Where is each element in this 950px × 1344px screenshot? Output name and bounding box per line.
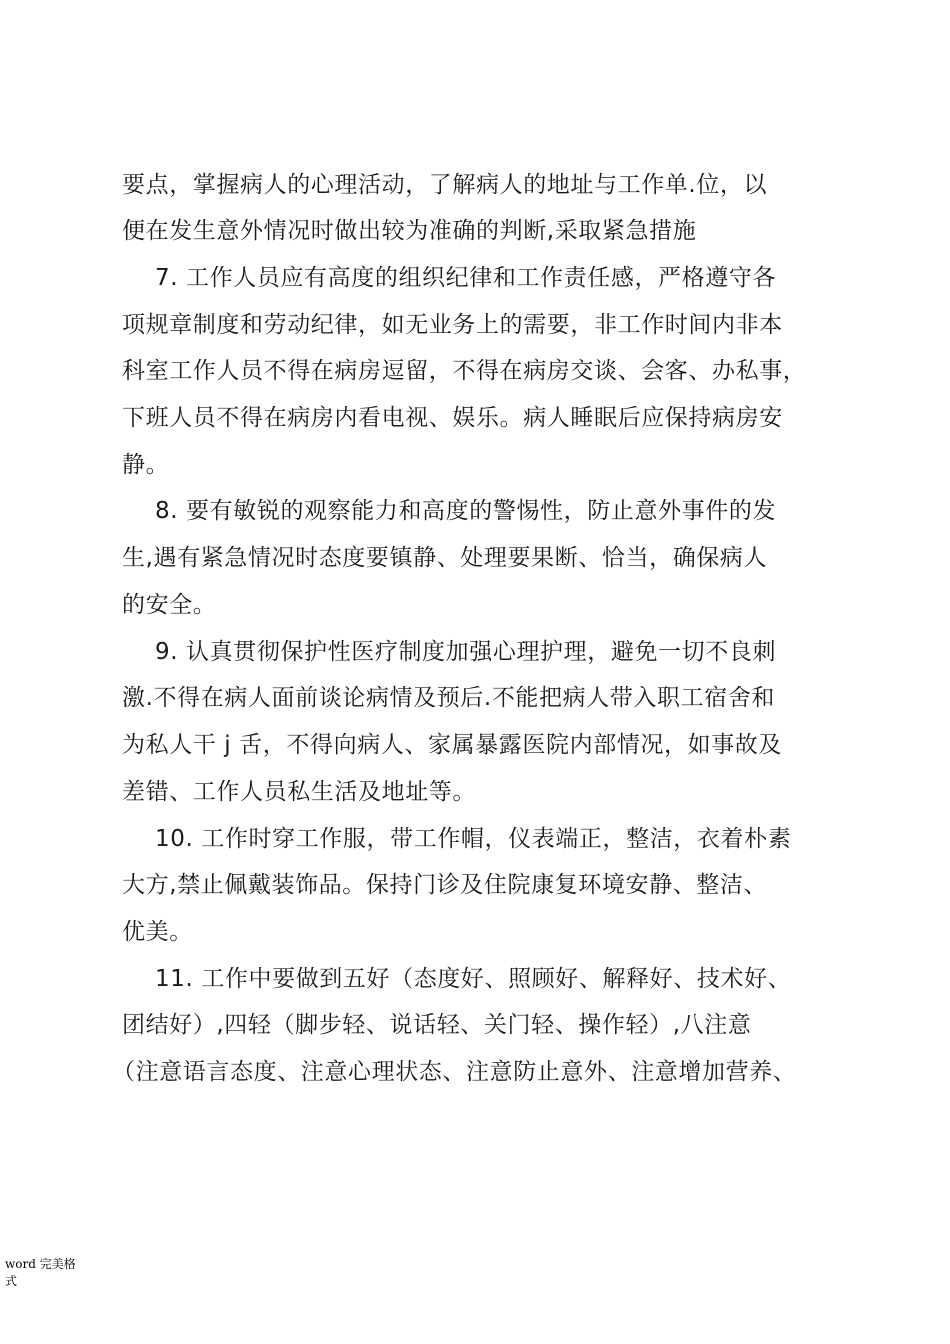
- body-text-line: 静。: [122, 452, 170, 478]
- body-text-line: 优美。: [122, 919, 193, 945]
- body-text-line: 下班人员不得在病房内看电视、娱乐。病人睡眠后应保持病房安: [122, 405, 783, 431]
- body-text-line: 生,遇有紧急情况时态度要镇静、处理要果断、恰当，确保病人: [122, 545, 768, 571]
- body-text-line: 便在发生意外情况时做出较为准确的判断,采取紧急措施: [122, 218, 697, 244]
- clause-11-heading-line: 11. 工作中要做到五好（态度好、照顾好、解释好、技术好、: [155, 966, 792, 992]
- clause-8-heading-line: 8. 要有敏锐的观察能力和高度的警惕性，防止意外事件的发: [155, 498, 777, 524]
- body-text-line: 要点，掌握病人的心理活动，了解病人的地址与工作单.位，以: [122, 172, 768, 198]
- body-text-line: 大方,禁止佩戴装饰品。保持门诊及住院康复环境安静、整洁、: [122, 872, 768, 898]
- clause-10-heading-line: 10. 工作时穿工作服，带工作帽，仪表端正，整洁，衣着朴素: [155, 826, 792, 852]
- clause-9-heading-line: 9. 认真贯彻保护性医疗制度加强心理护理，避免一切不良刺: [155, 639, 777, 665]
- footer-text-line: 式: [5, 1274, 18, 1288]
- footer-text-line: word 完美格: [5, 1257, 76, 1271]
- body-text-line: 激.不得在病人面前谈论病情及预后.不能把病人带入职工宿舍和: [122, 685, 776, 711]
- clause-7-heading-line: 7. 工作人员应有高度的组织纪律和工作责任感，严格遵守各: [155, 265, 777, 291]
- body-text-line: （注意语言态度、注意心理状态、注意防止意外、注意增加营养、: [112, 1059, 797, 1085]
- page-footer: [5, 1256, 85, 1290]
- body-text-line: 的安全。: [122, 592, 217, 618]
- body-text-line: 为私人干 j 舌，不得向病人、家属暴露医院内部情况，如事故及: [122, 732, 783, 758]
- body-text-line: 科室工作人员不得在病房逗留，不得在病房交谈、会客、办私事，: [122, 358, 807, 384]
- body-text-line: 团结好）,四轻（脚步轻、说话轻、关门轻、操作轻）,八注意: [122, 1012, 752, 1038]
- body-text-line: 差错、工作人员私生活及地址等。: [122, 779, 476, 805]
- body-text-line: 项规章制度和劳动纪律，如无业务上的需要，非工作时间内非本: [122, 312, 783, 338]
